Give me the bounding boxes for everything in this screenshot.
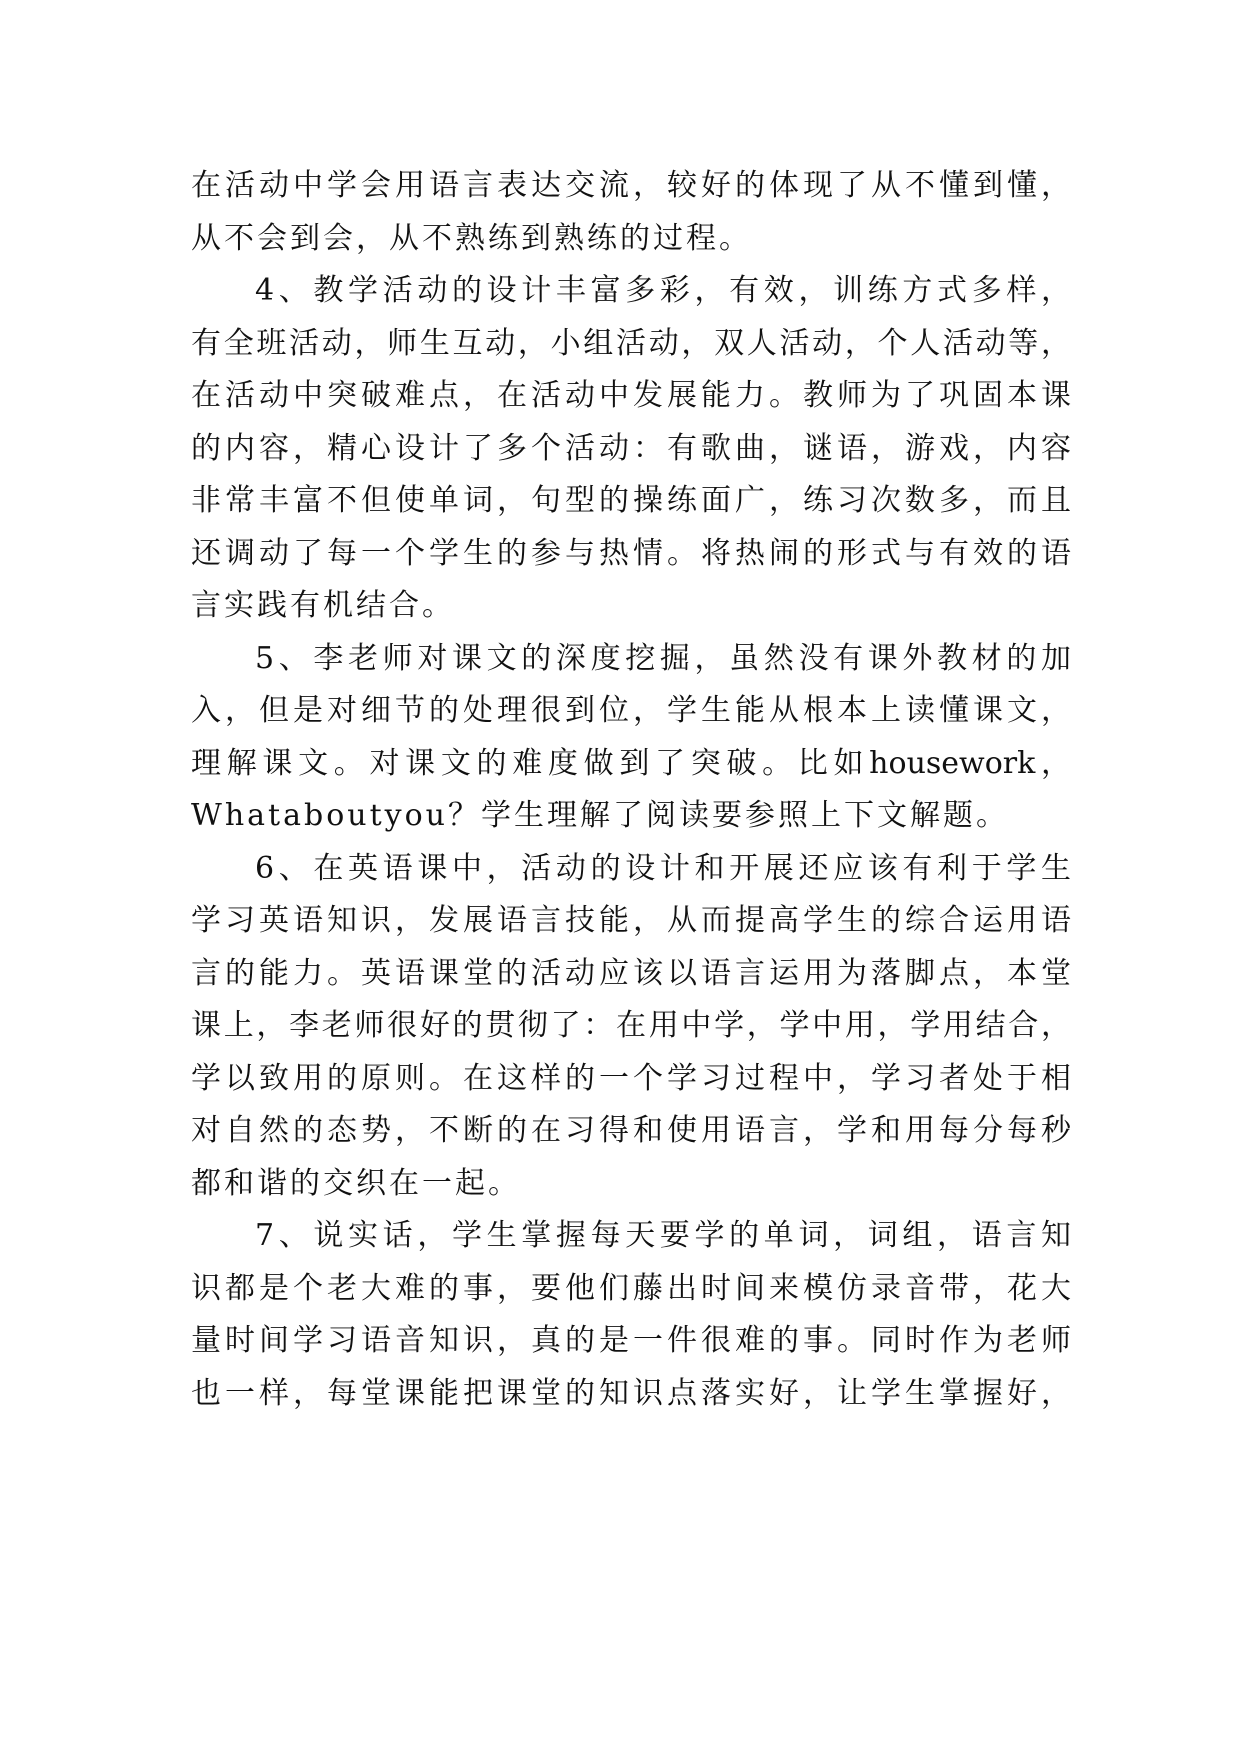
text-line: 也一样，每堂课能把课堂的知识点落实好，让学生掌握好， — [191, 1375, 1071, 1411]
text-line: 理解课文。对课文的难度做到了突破。比如housework， — [191, 745, 1071, 781]
text-line: 言实践有机结合。 — [191, 588, 455, 623]
text-line: 还调动了每一个学生的参与热情。将热闹的形式与有效的语 — [191, 535, 1071, 571]
text-line: 入，但是对细节的处理很到位，学生能从根本上读懂课文， — [191, 693, 1071, 728]
text-line: 非常丰富不但使单词，句型的操练面广，练习次数多，而且 — [191, 483, 1071, 518]
paragraph-start-line: 4、教学活动的设计丰富多彩，有效，训练方式多样， — [255, 273, 1071, 308]
text-line: 学习英语知识，发展语言技能，从而提高学生的综合运用语 — [191, 903, 1071, 938]
text-line: 在活动中学会用语言表达交流，较好的体现了从不懂到懂， — [191, 168, 1071, 203]
text-line: 在活动中突破难点，在活动中发展能力。教师为了巩固本课 — [191, 378, 1071, 413]
text-line: 的内容，精心设计了多个活动：有歌曲，谜语，游戏，内容 — [191, 430, 1071, 466]
text-line: 识都是个老大难的事，要他们藤出时间来模仿录音带，花大 — [191, 1270, 1071, 1306]
paragraph-start-line: 7、说实话，学生掌握每天要学的单词，词组，语言知 — [255, 1218, 1071, 1253]
text-line: 课上，李老师很好的贯彻了：在用中学，学中用，学用结合， — [191, 1008, 1071, 1043]
text-line: 有全班活动，师生互动，小组活动，双人活动，个人活动等， — [191, 325, 1071, 361]
text-line: 都和谐的交织在一起。 — [191, 1165, 521, 1201]
text-line: 从不会到会，从不熟练到熟练的过程。 — [191, 220, 752, 256]
text-line: 量时间学习语音知识，真的是一件很难的事。同时作为老师 — [191, 1323, 1071, 1358]
text-line: 言的能力。英语课堂的活动应该以语言运用为落脚点，本堂 — [191, 955, 1071, 991]
text-line: Whataboutyou？学生理解了阅读要参照上下文解题。 — [191, 798, 1009, 833]
paragraph-start-line: 6、在英语课中，活动的设计和开展还应该有利于学生 — [255, 850, 1071, 886]
text-line: 对自然的态势，不断的在习得和使用语言，学和用每分每秒 — [191, 1113, 1071, 1148]
body-text — [191, 160, 1071, 1420]
paragraph-start-line: 5、李老师对课文的深度挖掘，虽然没有课外教材的加 — [255, 640, 1071, 676]
text-line: 学以致用的原则。在这样的一个学习过程中，学习者处于相 — [191, 1060, 1071, 1096]
